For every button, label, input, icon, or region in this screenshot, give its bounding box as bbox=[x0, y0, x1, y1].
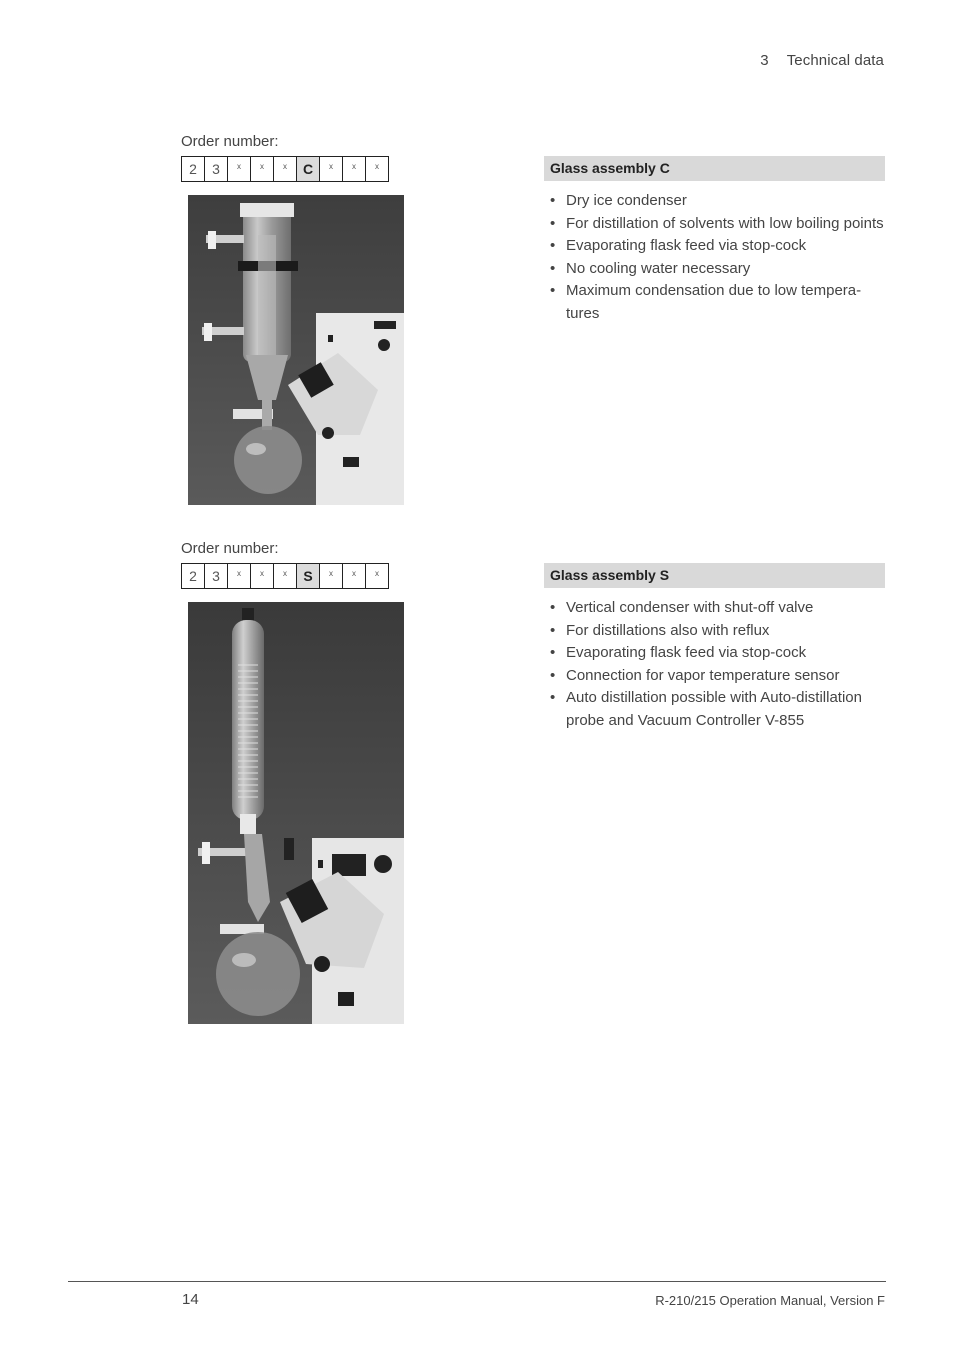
list-item: • Maximum condensation due to low tempera-tures bbox=[549, 280, 885, 325]
page-number: 14 bbox=[182, 1291, 199, 1308]
order-digit: 2 bbox=[182, 157, 205, 182]
list-item: • For distillations also with reflux bbox=[549, 620, 885, 643]
feature-list bbox=[549, 597, 885, 732]
order-placeholder: x bbox=[343, 564, 366, 589]
order-placeholder: x bbox=[251, 564, 274, 589]
order-placeholder: x bbox=[251, 157, 274, 182]
section-title: Technical data bbox=[786, 52, 884, 69]
glass-assembly-c-photo bbox=[188, 195, 404, 505]
list-item: • Evaporating flask feed via stop-cock bbox=[549, 235, 885, 258]
running-header bbox=[760, 52, 884, 69]
order-assembly-code: S bbox=[297, 564, 320, 589]
order-placeholder: x bbox=[228, 564, 251, 589]
order-placeholder: x bbox=[274, 157, 297, 182]
list-item: • Evaporating flask feed via stop-cock bbox=[549, 642, 885, 665]
section-number: 3 bbox=[760, 52, 769, 69]
list-item: • For distillation of solvents with low boiling points bbox=[549, 213, 885, 236]
footer-divider bbox=[68, 1281, 886, 1282]
section-heading: Glass assembly C bbox=[544, 156, 885, 181]
order-placeholder: x bbox=[343, 157, 366, 182]
order-assembly-code: C bbox=[297, 157, 320, 182]
list-item: • Auto distillation possible with Auto-distillation probe and Vacuum Controller V-855 bbox=[549, 687, 885, 732]
order-number-label: Order number: bbox=[181, 133, 279, 150]
order-placeholder: x bbox=[274, 564, 297, 589]
order-digit: 3 bbox=[205, 157, 228, 182]
list-item: • Connection for vapor temperature sensor bbox=[549, 665, 885, 688]
list-item: • Vertical condenser with shut-off valve bbox=[549, 597, 885, 620]
order-placeholder: x bbox=[320, 564, 343, 589]
document-title: R-210/215 Operation Manual, Version F bbox=[655, 1293, 885, 1308]
order-number-label: Order number: bbox=[181, 540, 279, 557]
section-heading: Glass assembly S bbox=[544, 563, 885, 588]
order-placeholder: x bbox=[228, 157, 251, 182]
order-placeholder: x bbox=[320, 157, 343, 182]
list-item: • Dry ice condenser bbox=[549, 190, 885, 213]
feature-list bbox=[549, 190, 885, 325]
order-placeholder: x bbox=[366, 157, 389, 182]
glass-assembly-s-photo bbox=[188, 602, 404, 1024]
order-number-table bbox=[181, 156, 389, 182]
order-digit: 3 bbox=[205, 564, 228, 589]
order-digit: 2 bbox=[182, 564, 205, 589]
list-item: • No cooling water necessary bbox=[549, 258, 885, 281]
order-placeholder: x bbox=[366, 564, 389, 589]
order-number-table bbox=[181, 563, 389, 589]
